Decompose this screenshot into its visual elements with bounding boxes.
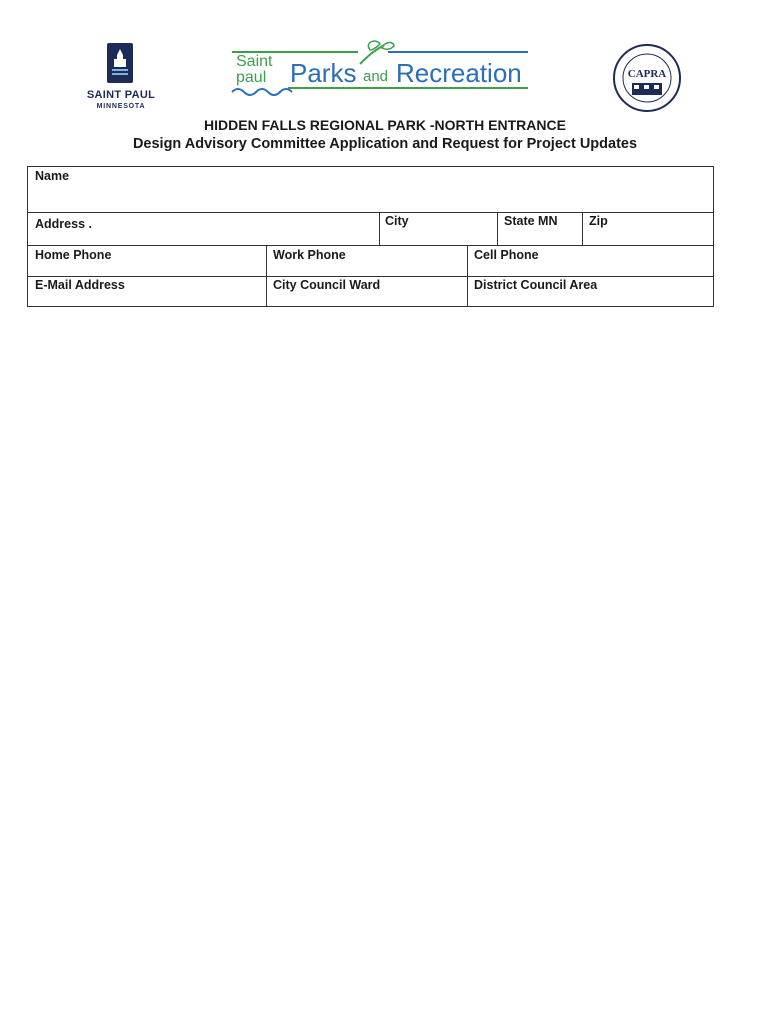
logo-paul: paul [236,69,267,86]
council-ward-label: City Council Ward [273,278,381,292]
name-label: Name [35,169,70,183]
logo-recreation: Recreation [396,58,522,88]
zip-label: Zip [589,214,608,228]
minnesota-wordmark: MINNESOTA [96,103,146,110]
capra-seal-icon [612,43,682,113]
application-form [27,166,714,307]
home-phone-label: Home Phone [35,248,112,262]
logo-parks: Parks [290,58,357,88]
saint-paul-logo [80,43,162,111]
home-phone-field[interactable] [28,245,266,276]
parks-recreation-logo [228,38,532,98]
state-label: State MN [504,214,558,228]
saint-paul-logo-icon [107,43,133,83]
cell-phone-label: Cell Phone [474,248,539,262]
cell-phone-field[interactable] [467,245,713,276]
work-phone-field[interactable] [266,245,467,276]
document-subtitle: Design Advisory Committee Application and Request for Project Updates [132,136,638,152]
email-label: E-Mail Address [35,278,125,292]
state-field[interactable] [497,212,582,245]
district-council-field[interactable] [467,276,713,306]
city-field[interactable] [379,212,497,245]
address-label: Address . [35,217,92,231]
name-field[interactable] [28,167,713,212]
document-title: HIDDEN FALLS REGIONAL PARK -NORTH ENTRANCE [204,117,566,133]
saint-paul-wordmark: SAINT PAUL [86,89,156,101]
logo-saint: Saint [236,53,273,70]
council-ward-field[interactable] [266,276,467,306]
city-label: City [385,214,409,228]
logo-and: and [363,68,389,85]
address-field[interactable] [28,212,379,245]
svg-text:CAPRA: CAPRA [627,68,667,80]
leaf-icon [356,38,396,66]
email-field[interactable] [28,276,266,306]
work-phone-label: Work Phone [273,248,346,262]
district-council-label: District Council Area [474,278,598,292]
zip-field[interactable] [582,212,713,245]
